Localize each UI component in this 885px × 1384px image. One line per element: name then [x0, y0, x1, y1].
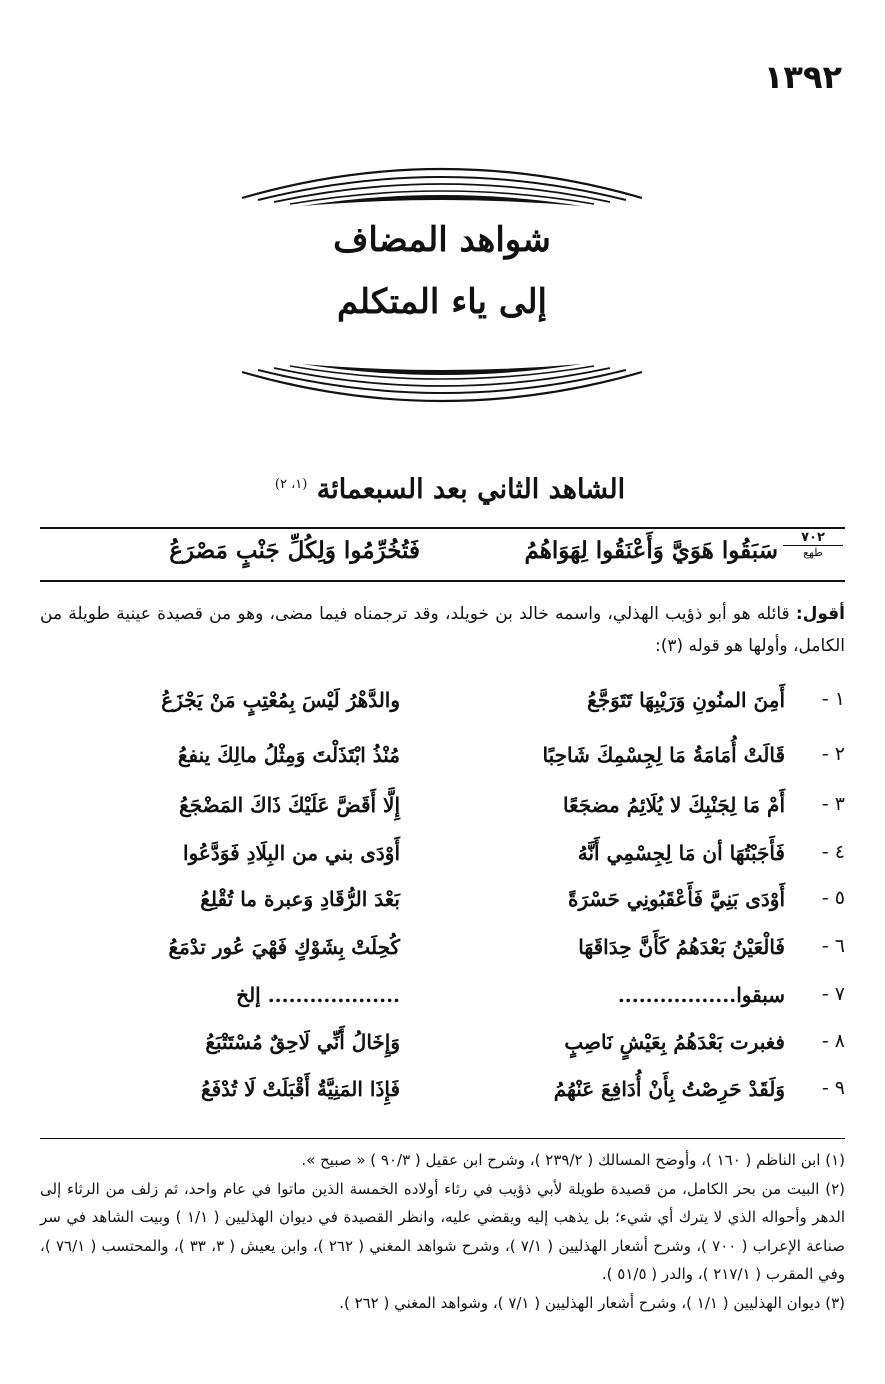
poem-line-number: ٣ - — [821, 793, 845, 815]
poem-line — [40, 841, 845, 881]
commentary-text: قائله هو أبو ذؤيب الهذلي، واسمه خالد بن خويلد، وقد ترجمناه فيما مضى، وهو من قصيدة عينية طويلة من الكامل، وأولها هو قوله (٣): — [40, 604, 845, 656]
verse-second-hemistich: فَتُخُرِّمُوا وَلِكُلِّ جَنْبٍ مَصْرَعُ — [169, 537, 420, 564]
verse-tag: طهع — [803, 546, 823, 559]
page-number: ١٣٩٢ — [763, 58, 842, 96]
footnote-2: (٢) البيت من بحر الكامل، من قصيدة طويلة لأبي ذؤيب في رثاء أولاده الخمسة الذين ماتوا في عام واحد، ثم زلف من الرثاء إلى الدهر وأحواله الذي لا يترك أي شيء؛ بل يذهب إليه ويقضي عليه، وانظر القصيدة في ديوان الهذليين ( ١/١ ) وبيت الشاهد في سر صناعة الإعراب ( ٧٠٠ )، وشرح أشعار الهذليين ( ٧/١ )، وشرح شواهد المغني ( ٢٦٢ )، وابن يعيش ( ٣، ٣٣ )، والمحتسب ( ٧٦/١ )، وفي المقرب ( ٢١٧/١ )، والدر ( ٥١/٥ ). — [40, 1179, 846, 1283]
commentary-lead: أقول: — [795, 604, 845, 624]
commentary-paragraph — [40, 598, 845, 662]
poem-second-hemistich: فَإِذَا المَنِيَّةُ أَقْبَلَتْ لَا تُدْفَعُ — [200, 1077, 400, 1101]
poem-first-hemistich: أَوْدَى بَنِيَّ فَأَعْقَبُونِي حَسْرَةً — [568, 887, 785, 911]
verse-rule-bottom — [40, 580, 845, 582]
poem-line-number: ٤ - — [821, 841, 845, 863]
poem-line — [40, 1030, 845, 1070]
poem-line-number: ١ - — [821, 688, 845, 710]
poem-second-hemistich: والدَّهْرُ لَيْسَ بِمُعْتِبٍ مَنْ يَجْزَعُ — [161, 688, 400, 712]
poem-first-hemistich: فَأَجَبْتُهَا أن مَا لِجِسْمِي أَنَّهُ — [577, 841, 785, 865]
poem-second-hemistich: كُحِلَتْ بِشَوْكٍ فَهْيَ عُور تدْمَعُ — [168, 935, 400, 959]
poem-line-number: ٢ - — [821, 743, 845, 765]
poem-line — [40, 1077, 845, 1117]
poem-line-number: ٥ - — [821, 887, 845, 909]
footnote-rule — [40, 1138, 845, 1139]
poem-line-number: ٧ - — [821, 983, 845, 1005]
verse-number-box — [783, 531, 843, 560]
poem-second-hemistich: إِلَّا أَقَضَّ عَلَيْكَ ذَاكَ المَضْجَعُ — [179, 793, 400, 817]
poem-line — [40, 793, 845, 833]
shahid-heading-footnote-ref: (١، ٢) — [274, 477, 308, 492]
poem-line — [40, 935, 845, 975]
footnote-1: (١) ابن الناظم ( ١٦٠ )، وأوضح المسالك ( ٢٣٩/٢ )، وشرح ابن عقيل ( ٩٠/٣ ) « صبيح ». — [301, 1151, 845, 1169]
poem-first-hemistich: فَالْعَيْنُ بَعْدَهُمُ كَأَنَّ حِدَاقَهَا — [578, 935, 785, 959]
poem-first-hemistich: أَمِنَ المنُونِ وَرَيْبِهَا تَتَوَجَّعُ — [587, 688, 785, 712]
verse-rule-top — [40, 527, 845, 529]
poem-second-hemistich: ................... إلخ — [236, 983, 400, 1007]
poem-line-number: ٦ - — [821, 935, 845, 957]
poem-line-number: ٨ - — [821, 1030, 845, 1052]
section-title-line-2: إلى ياء المتكلم — [336, 282, 547, 322]
poem-line — [40, 887, 845, 927]
poem-first-hemistich: فغبرت بَعْدَهُمُ بِعَيْشٍ نَاصِبٍ — [564, 1030, 785, 1054]
poem-second-hemistich: أَوْدَى بني من البِلَادِ فَوَدَّعُوا — [183, 841, 400, 865]
shahid-heading — [150, 474, 750, 505]
poem-line — [40, 688, 845, 728]
poem-first-hemistich: أَمْ مَا لِجَنْبِكَ لا يُلَائِمُ مضجَعًا — [563, 793, 785, 817]
poem-second-hemistich: وَإِخَالُ أَنِّي لَاحِقٌ مُسْتَتْبَعُ — [205, 1030, 400, 1054]
poem-line-number: ٩ - — [821, 1077, 845, 1099]
poem-second-hemistich: مُنْذُ ابْتَذَلْتَ وَمِثْلُ مالِكَ ينفعُ — [177, 743, 400, 767]
poem-line — [40, 983, 845, 1023]
verse-first-hemistich: سَبَقُوا هَوَيَّ وَأَعْنَقُوا لِهَوَاهُمُ — [524, 537, 778, 564]
poem-second-hemistich: بَعْدَ الرُّقَادِ وَعبرة ما تُقْلِعُ — [200, 887, 400, 911]
poem-first-hemistich: وَلَقَدْ حَرِصْتُ بِأَنْ أُدَافِعَ عَنْهُمُ — [553, 1077, 785, 1101]
footnote-3: (٣) ديوان الهذليين ( ١/١ )، وشرح أشعار الهذليين ( ٧/١ )، وشواهد المغني ( ٢٦٢ ). — [339, 1293, 845, 1312]
poem-first-hemistich: سبقوا................. — [617, 983, 785, 1007]
poem-line — [40, 743, 845, 783]
footnotes — [40, 1146, 845, 1317]
section-title-line-1: شواهد المضاف — [333, 220, 551, 260]
verse-number: ٧٠٢ — [783, 531, 843, 546]
shahid-heading-text: الشاهد الثاني بعد السبعمائة — [316, 474, 626, 505]
poem-first-hemistich: قَالَتْ أُمَامَةُ مَا لِجِسْمِكَ شَاحِبًا — [542, 743, 785, 767]
